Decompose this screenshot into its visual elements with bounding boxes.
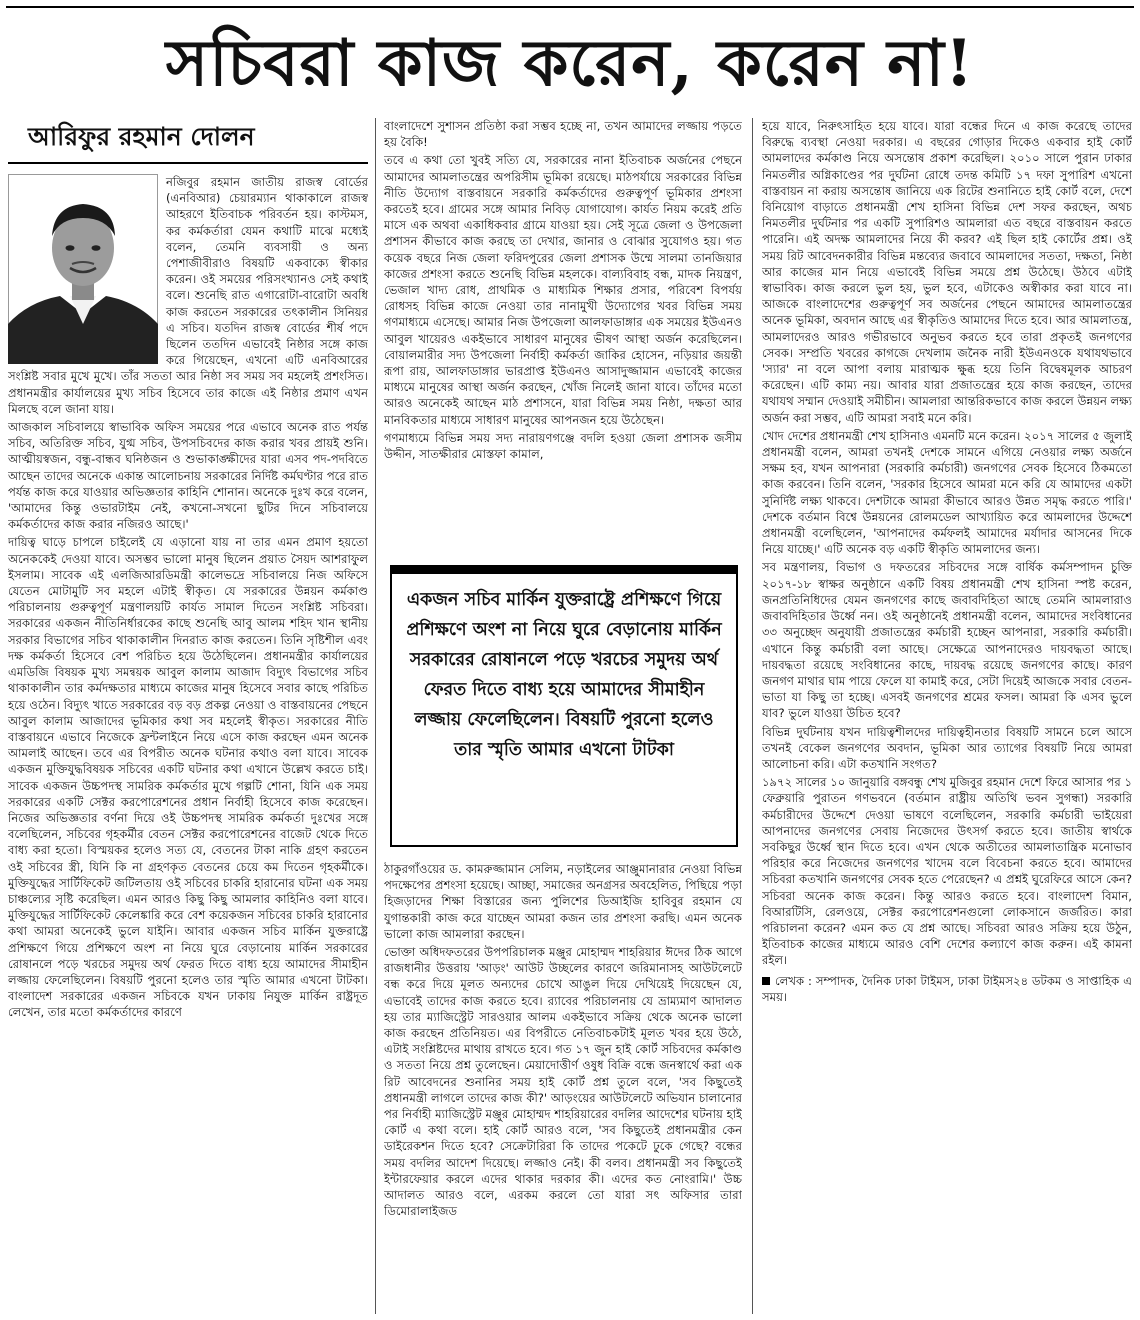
author-portrait-icon <box>8 174 158 364</box>
pull-quote-text: একজন সচিব মার্কিন যুক্তরাষ্ট্রে প্রশিক্ষণে গিয়ে প্রশিক্ষণে অংশ না নিয়ে ঘুরে বেড়ানোয় মার্কিন সরকারের রোষানলে পড়ে খরচের সমুদয় অর্থ ফেরত দিতে বাধ্য হয়ে আমাদের সীমাহীন লজ্জায় ফেলেছিলেন। বিষয়টি পুরনো হলেও তার স্মৃতি আমার এখনো টাটকা <box>406 590 722 760</box>
col3-paragraph-4: বিভিন্ন দুর্ঘটনায় যখন দায়িত্বশীলদের দায়িত্বহীনতার বিষয়টি সামনে চলে আসে তখনই বেকেল জনগণের অবদান, ভূমিকা আর ত্যাগের বিষয়টি নিয়ে আমরা আলোচনা করি। এটা কতখানি সংগত? <box>762 724 1132 771</box>
byline-rule <box>8 162 368 164</box>
headline: সচিবরা কাজ করেন, করেন না! <box>165 26 975 101</box>
author-photo <box>8 174 158 364</box>
col1-paragraph-2: আজকাল সচিবালয়ে স্বাভাবিক অফিস সময়ের পরে এভাবে অনেক রাত পর্যন্ত সচিব, অতিরিক্ত সচিব, যুগ্ম সচিব, উপসচিবদের কাজ করার খবর প্রায়ই শুনি। আত্মীয়স্বজন, বন্ধু-বান্ধব ঘনিষ্ঠজন ও শুভাকাঙ্ক্ষীদের যারা এসব পদ-পদবিতে আছেন তাদের অনেকে একান্ত আলোচনায় সরকারের নির্দিষ্ট কর্মঘণ্টার পরে রাত পর্যন্ত কাজ করে যাওয়ার অভিজ্ঞতার কাহিনি শোনান। অনেকে দুঃখ করে বলেন, 'আমাদের কিন্তু ওভারটাইম নেই, কখনো-সখনো ছুটির দিনে সচিবালয়ে কর্মকর্তাদের কাজ করার নজিরও আছে।' <box>8 420 368 532</box>
column-divider <box>375 118 376 1314</box>
col3-paragraph-3: সব মন্ত্রণালয়, বিভাগ ও দফতরের সচিবদের সঙ্গে বার্ষিক কর্মসম্পাদন চুক্তি ২০১৭-১৮ স্বাক্ষর অনুষ্ঠানে একটি বিষয় প্রধানমন্ত্রী শেখ হাসিনা স্পষ্ট করেন, জনপ্রতিনিধিদের যেমন জনগণের কাছে জবাবদিহিতা আছে তেমনি আমলারাও জবাবদিহিতার উর্ধ্বে নন। ওই অনুষ্ঠানেই প্রধানমন্ত্রী বলেন, আমাদের সংবিধানের ৩৩ অনুচ্ছেদ অনুযায়ী প্রজাতন্ত্রের কর্মচারী হচ্ছেন আপনারা, সরকারি কর্মচারী। এখানে কিন্তু কর্মচারী বলা আছে। সেক্ষেত্রে আপনাদেরও দায়বদ্ধতা আছে। দায়বদ্ধতা রয়েছে সংবিধানের কাছে, দায়বদ্ধ রয়েছে জনগণের কাছে। কারণ জনগণ মাথার ঘাম পায়ে ফেলে যা কামাই করে, সেটা দিয়েই আজকে সবার বেতন-ভাতা যা কিছু তা হচ্ছে। এসবই জনগণের শ্রমের ফসল। আমরা কি এসব ভুলে যাব? ভুলে যাওয়া উচিত হবে? <box>762 560 1132 721</box>
column-2-upper <box>384 118 742 563</box>
pull-quote <box>390 565 738 847</box>
column-divider <box>752 118 753 1314</box>
column-1 <box>8 118 368 1314</box>
square-bullet-icon <box>762 977 770 985</box>
author-credit-text: লেখক : সম্পাদক, দৈনিক ঢাকা টাইমস, ঢাকা টাইমস২৪ ডটকম ও সাপ্তাহিক এ সময়। <box>762 973 1132 1004</box>
col2-paragraph-2: তবে এ কথা তো খুবই সত্যি যে, সরকারের নানা ইতিবাচক অর্জনের পেছনে আমাদের আমলাতন্ত্রের অপরিসীম ভূমিকা রয়েছে। মাঠপর্যায়ে সরকারের বিভিন্ন নীতি উদ্যোগ বাস্তবায়নে সরকারি কর্মকর্তাদের গুরুত্বপূর্ণ ভূমিকার প্রশংসা করতেই হবে। গ্রামের সঙ্গে আমার নিবিড় যোগাযোগ। কার্যত নিয়ম করেই প্রতি মাসে এক অথবা একাধিকবার গ্রামে যাওয়া হয়। সেই সূত্রে জেলা ও উপজেলা প্রশাসন কীভাবে কাজ করছে তা দেখার, জানার ও বোঝার সুযোগও হয়। গত কয়েক বছরে নিজ জেলা ফরিদপুরের জেলা প্রশাসক উম্মে সালমা তানজিয়ার কাজের প্রশংসা করতে শুনেছি বিভিন্ন মহলকে। বাল্যবিবাহ বন্ধ, মাদক নিয়ন্ত্রণ, ভেজাল খাদ্য রোধ, প্রাথমিক ও মাধ্যমিক শিক্ষার প্রসার, পরিবেশ বিপর্যয় রোধসহ বিভিন্ন কাজে নেওয়া তার নানামুখী উদ্যোগের খবর বিভিন্ন সময় গণমাধ্যমে এসেছে। আমার নিজ উপজেলা আলফাডাঙ্গার এক সময়ের ইউএনও আবুল খায়েরও একইভাবে সাধারণ মানুষের ভীষণ আস্থা অর্জন করেছিলেন। বোয়ালমারীর সদ্য উপজেলা নির্বাহী কর্মকর্তা জাকির হোসেন, নড়িয়ার জয়ন্তী রূপা রায়, আলফাডাঙ্গার ভারপ্রাপ্ত ইউএনও আসাদুজ্জামান এভাবেই কাজের মাধ্যমে মানুষের আস্থা অর্জন করছেন, খোঁজ নিলেই জানা যাবে। তাঁদের মতো আরও অনেকেই আছেন মাঠ প্রশাসনে, যারা বিভিন্ন সময় নিষ্ঠা, দক্ষতা আর মানবিকতার মাধ্যমে সাধারণ মানুষের আপনজন হয়ে উঠেছেন। <box>384 153 742 427</box>
column-3 <box>762 118 1132 1314</box>
col3-paragraph-1: হয়ে যাবে, নিরুৎসাহিত হয়ে যাবে। যারা বন্ধের দিনে এ কাজ করেছে তাদের বিরুদ্ধে ব্যবস্থা নেওয়া দরকার। এ বছরের গোড়ার দিকেও একবার হাই কোর্ট আমলাদের কর্মকাণ্ড নিয়ে অসন্তোষ প্রকাশ করেছিল। ২০১০ সালে পুরান ঢাকার নিমতলীর অগ্নিকাণ্ডের পর দুর্ঘটনা রোধে তদন্ত কমিটি ১৭ দফা সুপারিশ এখনো বাস্তবায়ন না করায় অসন্তোষ জানিয়ে এক রিটের শুনানিতে হাই কোর্ট বলে, দেশে বিনিয়োগ বাড়াতে প্রধানমন্ত্রী শেখ হাসিনা বিভিন্ন দেশ সফর করছেন, অথচ নিমতলীর দুর্ঘটনার পর একটি সুপারিশও আমলারা এত বছরে বাস্তবায়ন করতে পারেনি। এই অদক্ষ আমলাদের নিয়ে কী করব? এই ছিল হাই কোর্টের প্রশ্ন। ওই সময় রিট আবেদনকারীর বিভিন্ন মন্তব্যের জবাবে আমলাদের সততা, দক্ষতা, নিষ্ঠা আর কাজের মান নিয়ে এভাবেই বিভিন্ন সময়ে প্রশ্ন উঠেছে। উঠবে এটাই স্বাভাবিক। কাজ করলে ভুল হয়, ভুল হবে, এটাকেও অস্বীকার করা যাবে না। আজকে বাংলাদেশের গুরুত্বপূর্ণ সব অর্জনের পেছনে আমাদের আমলাতন্ত্রের অনেক ভূমিকা, অবদান আছে এর স্বীকৃতিও আমাদের দিতে হবে। আর আমলাতন্ত্র, আমলাদেরও আরও গভীরভাবে অনুভব করতে হবে তারা প্রকৃতই জনগণের সেবক। সম্প্রতি খবরের কাগজে দেখলাম জনৈক নারী ইউএনওকে যথাযথভাবে 'স্যার' না বলে আপা বলায় মারাত্মক ক্ষুব্ধ হয়ে তিনি বিদ্বেষমূলক আচরণ করেছেন। এটি কাম্য নয়। আবার যারা প্রজাতন্ত্রের হয়ে কাজ করছেন, তাদের যথাযথ সম্মান দেওয়াই সমীচীন। আমলারা আন্তরিকভাবে কাজ করলে উন্নয়ন লক্ষ্য অর্জন করা সম্ভব, এটি আমরা সবাই মনে করি। <box>762 119 1132 425</box>
col3-paragraph-5: ১৯৭২ সালের ১০ জানুয়ারি বঙ্গবন্ধু শেখ মুজিবুর রহমান দেশে ফিরে আসার পর ১ ফেব্রুয়ারি পুরাতন গণভবনে (বর্তমান রাষ্ট্রীয় অতিথি ভবন সুগন্ধা) সরকারি কর্মচারীদের উদ্দেশে দেওয়া ভাষণে বলেছিলেন, সরকারি কর্মচারী ভাইয়েরা আপনাদের জনগণের সেবায় নিজেদের উৎসর্গ করতে হবে। জাতীয় স্বার্থকে সবকিছুর উর্ধ্বে স্থান দিতে হবে। এখন থেকে অতীতের আমলাতান্ত্রিক মনোভাব পরিহার করে নিজেদের জনগণের খাদেম বলে বিবেচনা করতে হবে। আমাদের সচিবরা কতখানি জনগণের সেবক হতে পেরেছেন? এ প্রশ্নই ঘুরেফিরে আসে কেন? সচিবরা অনেক কাজ করেন। কিন্তু আরও করতে হবে। বাংলাদেশ বিমান, বিআরটিসি, রেলওয়ে, সেক্টর করপোরেশনগুলো লোকসানে জর্জরিত। কারা পরিচালনা করেন? এমন কত যে প্রশ্ন আছে। সচিবরা আরও সক্রিয় হয়ে উঠুন, ইতিবাচক কাজের মাধ্যমে আরও বেশি দেশের কল্যাণে কাজ করুন। এই কামনা রইল। <box>762 775 1132 968</box>
col3-paragraph-2: খোদ দেশের প্রধানমন্ত্রী শেখ হাসিনাও এমনটি মনে করেন। ২০১৭ সালের ৫ জুলাই প্রধানমন্ত্রী বলেন, আমরা তখনই দেশকে সামনে এগিয়ে নেওয়ার লক্ষ্য অর্জনে সক্ষম হব, যখন আপনারা (সরকারি কর্মচারী) জনগণের সেবক হিসেবে ঠিকমতো কাজ করবেন। তিনি বলেন, 'সরকার হিসেবে আমরা মনে করি যে আমাদের একটা সুনির্দিষ্ট লক্ষ্য থাকবে। দেশটাকে আমরা কীভাবে আরও উন্নত সমৃদ্ধ করতে পারি।' দেশকে বর্তমান বিশ্বে উন্নয়নের রোলমডেল আখ্যায়িত করে আমলাদের উদ্দেশে প্রধানমন্ত্রী বলেছিলেন, 'আপনাদের কর্মফলই আমাদের মর্যাদার আসনের দিকে নিয়ে যাচ্ছে।' এটি অনেক বড় একটি স্বীকৃতি আমলাদের জন্য। <box>762 428 1132 557</box>
col1-paragraph-3: দায়িত্ব ঘাড়ে চাপলে চাইলেই যে এড়ানো যায় না তার এমন প্রমাণ হয়তো অনেককেই দেওয়া যাবে। অসম্ভব ভালো মানুষ ছিলেন প্রয়াত সৈয়দ আশরাফুল ইসলাম। সাবেক এই এলজিআরডিমন্ত্রী কালেভদ্রে সচিবালয়ে নিজ অফিসে যেতেন মোটামুটি সব মহলে এটাই স্বীকৃত। যে সরকারের উন্নয়ন কর্মকাণ্ড পরিচালনায় গুরুত্বপূর্ণ মন্ত্রণালয়টি কার্যত সামাল দিতেন সংশ্লিষ্ট সচিবরা। সরকারের একজন নীতিনির্ধারকের কাছে শুনেছি আবু আলম শহিদ খান স্থানীয় সরকার বিভাগের সচিব থাকাকালীন দিনরাত কাজ করতেন। তিনি সৃষ্টিশীল এবং দক্ষ কর্মকর্তা হিসেবে বেশ পরিচিত হয়ে উঠেছিলেন। প্রধানমন্ত্রীর কার্যালয়ের এমডিজি বিষয়ক মুখ্য সমন্বয়ক আবুল কালাম আজাদ বিদ্যুৎ বিভাগের সচিব থাকাকালীন তার কর্মদক্ষতার মাধ্যমে কাজের মানুষ হিসেবে সবার কাছে পরিচিত হয়ে ওঠেন। বিদ্যুৎ খাতে সরকারের বড় বড় প্রকল্প নেওয়া ও বাস্তবায়নের পেছনে আবুল কালাম আজাদের ভূমিকার কথা সব মহলেই স্বীকৃত। সরকারের নীতি বাস্তবায়নে এভাবে নিজেকে ফ্রন্টলাইনে নিয়ে এসে কাজ করছেন এমন অনেক আমলাই আছেন। তবে এর বিপরীত অনেক ঘটনার কথাও বলা যাবে। সাবেক একজন মুক্তিযুদ্ধবিষয়ক সচিবের একটি ঘটনার কথা এখানে উল্লেখ করতে চাই। সাবেক একজন উচ্চপদস্থ সামরিক কর্মকর্তার মুখে গল্পটি শোনা, যিনি এক সময় সরকারের একটি সেক্টর করপোরেশনের প্রধান নির্বাহী হিসেবে কাজ করেছেন। নিজের অভিজ্ঞতার বর্ণনা দিয়ে ওই উচ্চপদস্থ সামরিক কর্মকর্তা দুঃখের সঙ্গে বলেছিলেন, সচিবের গৃহকর্মীর বেতন সেক্টর করপোরেশনের বাজেট থেকে দিতে বাধ্য করা হতো। বিস্ময়কর হলেও সত্য যে, বেতনের টাকা নাকি গ্রহণ করতেন ওই সচিবের স্ত্রী, যিনি কি না গ্রহণকৃত বেতনের চেয়ে কম দিতেন গৃহকর্মীকে। মুক্তিযুদ্ধের সার্টিফিকেট জটিলতায় ওই সচিবের চাকরি হারানোর ঘটনা এক সময় চাঞ্চল্যের সৃষ্টি করেছিল। এমন আরও কিছু কিছু আমলার কাহিনিও বলা যাবে। মুক্তিযুদ্ধের সার্টিফিকেট কেলেঙ্কারি করে বেশ কয়েকজন সচিবের চাকরি হারানোর কথা আমরা অনেকেই ভুলে যাইনি। আবার একজন সচিব মার্কিন যুক্তরাষ্ট্রে প্রশিক্ষণে গিয়ে প্রশিক্ষণে অংশ না নিয়ে ঘুরে বেড়ানোয় মার্কিন সরকারের রোষানলে পড়ে খরচের সমুদয় অর্থ ফেরত দিতে বাধ্য হয়ে আমাদের সীমাহীন লজ্জায় ফেলেছিলেন। বিষয়টি পুরনো হলেও তার স্মৃতি আমার এখনো টাটকা। বাংলাদেশ সরকারের একজন সচিবকে যখন ঢাকায় নিযুক্ত মার্কিন রাষ্ট্রদূত লেখেন, তার মতো কর্মকর্তাদের কারণে <box>8 535 368 1020</box>
col2-paragraph-3: গণমাধ্যমে বিভিন্ন সময় সদ্য নারায়ণগঞ্জে বদলি হওয়া জেলা প্রশাসক জসীম উদ্দীন, সাতক্ষীরার মোস্তফা কামাল, <box>384 430 742 462</box>
col2-paragraph-1: বাংলাদেশে সুশাসন প্রতিষ্ঠা করা সম্ভব হচ্ছে না, তখন আমাদের লজ্জায় পড়তে হয় বৈকি! <box>384 119 742 150</box>
col1-paragraph-1: নজিবুর রহমান জাতীয় রাজস্ব বোর্ডের (এনবিআর) চেয়ারম্যান থাকাকালে রাজস্ব আহরণে ইতিবাচক পরিবর্তন হয়। কাস্টমস, কর কর্মকর্তারা যেমন কথাটি মাঝে মধ্যেই বলেন, তেমনি ব্যবসায়ী ও অন্য পেশাজীবীরাও বিষয়টি একবাক্যে স্বীকার করেন। ওই সময়ের পরিসংখ্যানও সেই কথাই বলে। শুনেছি রাত এগারোটা-বারোটা অবধি কাজ করতেন সরকারের তৎকালীন সিনিয়র এ সচিব। যতদিন রাজস্ব বোর্ডের শীর্ষ পদে ছিলেন ততদিন এভাবেই নিষ্ঠার সঙ্গে কাজ করে গিয়েছেন, এখনো এটি এনবিআরের সংশ্লিষ্ট সবার মুখে মুখে। তাঁর সততা আর নিষ্ঠা সব সময় সব মহলেই প্রশংসিত। প্রধানমন্ত্রীর কার্যালয়ের মুখ্য সচিব হিসেবে তার কাজে এই নিষ্ঠার প্রমাণ এখন মিলছে বলে জানা যায়। <box>8 175 368 416</box>
col2-paragraph-4: ঠাকুরগাঁওয়ের ড. কামরুজ্জামান সেলিম, নড়াইলের আঞ্জুমানারার নেওয়া বিভিন্ন পদক্ষেপের প্রশংসা হয়েছে। আচ্ছা, সমাজের অনগ্রসর অবহেলিত, পিছিয়ে পড়া হিজড়াদের শিক্ষা বিস্তারের জন্য পুলিশের ডিআইজি হাবিবুর রহমান যে যুগান্তকারী কাজ করে যাচ্ছেন আমরা কজন তার প্রশংসা করছি। এমন অনেক ভালো কাজ আমলারা করছেন। <box>384 862 742 941</box>
byline: আরিফুর রহমান দোলন <box>28 122 255 151</box>
pull-quote-top-bar <box>390 565 738 574</box>
top-rule <box>6 6 1134 8</box>
col2-paragraph-5: ভোক্তা অধিদফতরের উপপরিচালক মঞ্জুর মোহাম্মদ শাহরিয়ার ঈদের ঠিক আগে রাজধানীর উত্তরায় 'আড়ং' আউট উচ্ছলের কারণে জরিমানাসহ আউটলেটে বন্ধ করে দিয়ে মূলত অন্যদের চোখে আঙুল দিয়ে দেখিয়েই দিয়েছেন যে, এভাবেই তাদের কাজ করতে হবে। র‌্যাবের পরিচালনায় যে ভ্রাম্যমাণ আদালত হয় তার ম্যাজিস্ট্রেট সারওয়ার আলম একইভাবে সক্রিয় থেকে অনেক ভালো কাজ করছেন প্রতিনিয়ত। এর বিপরীতে নেতিবাচকটাই মূলত খবর হয়ে উঠে, এটাই সংশ্লিষ্টদের মাথায় রাখতে হবে। গত ১৭ জুন হাই কোর্ট সচিবদের কর্মকাণ্ড ও সততা নিয়ে প্রশ্ন তুলেছেন। মেয়াদোত্তীর্ণ ওষুধ বিক্রি বন্ধে জনস্বার্থে করা এক রিট আবেদনের শুনানির সময় হাই কোর্ট প্রশ্ন তুলে বলে, 'সব কিছুতেই প্রধানমন্ত্রী লাগলে তাদের কাজ কী?' আড়ংয়ের আউটলেটে অভিযান চালানোর পর নির্বাহী ম্যাজিস্ট্রেট মঞ্জুর মোহাম্মদ শাহরিয়ারের বদলির আদেশের ঘটনায় হাই কোর্ট এ কথা বলে। হাই কোর্ট আরও বলে, 'সব কিছুতেই প্রধানমন্ত্রীর কেন ডাইরেকশন দিতে হবে? সেক্রেটারিরা কি তাদের পকেটে ঢুকে গেছে? বন্ধের সময় বদলির আদেশ দিয়েছে। লজ্জাও নেই। কী বলব। প্রধানমন্ত্রী সব কিছুতেই ইন্টারফেয়ার করলে এদের থাকার দরকার কী। এদের কত নোংরামি।' উচ্চ আদালত আরও বলে, এরকম করলে তো যারা সৎ অফিসার তারা ডিমোরালাইজড <box>384 945 742 1219</box>
author-credit <box>762 973 1132 1005</box>
